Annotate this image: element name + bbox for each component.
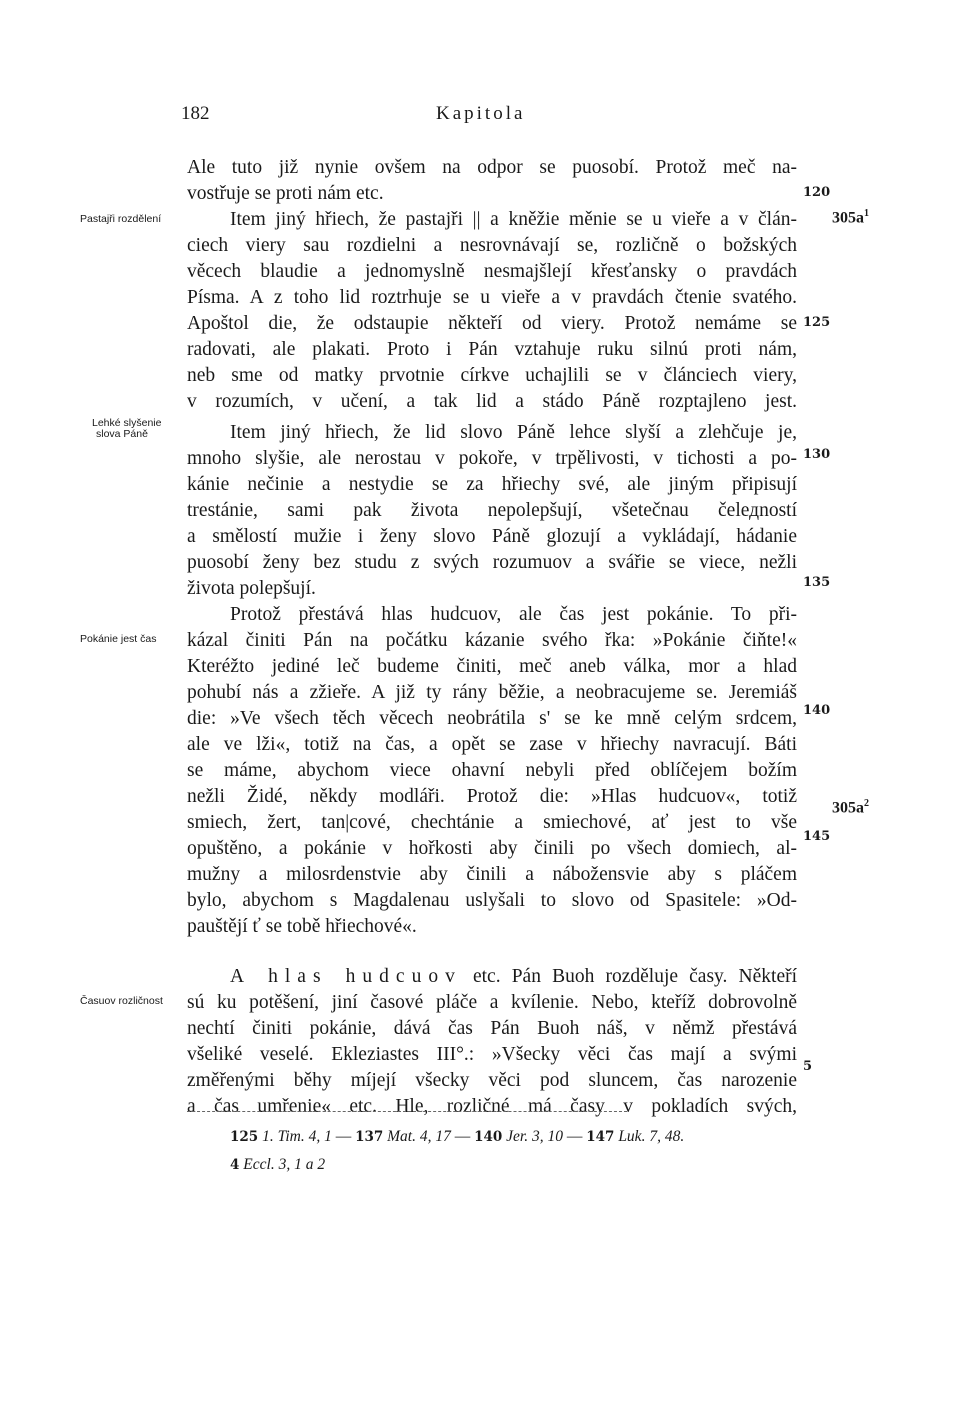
text-line: všeliké veselé. Ekleziastes III°.: »Všecky věci čas mají a svými bbox=[187, 1044, 797, 1065]
text-line: mužny a milosrdenstvie aby činili a nábožensvie aby s pláčem bbox=[187, 864, 797, 885]
folio-reference: $305a^2$ bbox=[832, 798, 869, 817]
text-line: a čas umřenie« etc. Hle, rozličné má časy v pokladích svých, bbox=[187, 1096, 797, 1117]
line-number: 125 bbox=[803, 315, 831, 330]
line-number: 120 bbox=[803, 185, 831, 200]
text-line: neb sme od matky prvotnie církve uchajlili se v článciech viery, bbox=[187, 365, 797, 386]
text-line: ciech viery sau rozdielni a nesrovnávají se, rozličně o božských bbox=[187, 235, 797, 256]
text-line: die: »Ve všech těch věcech neobrátila s' se ke mně celým srdcem, bbox=[187, 708, 797, 729]
text-line: vostřuje se proti nám etc. bbox=[187, 183, 384, 204]
marginal-note: slova Páně bbox=[96, 428, 148, 440]
text-line: Kteréžto jediné leč budeme činiti, meč aneb válka, mor a hlad bbox=[187, 656, 797, 677]
text-line: kázal činiti Pán na počátku kázanie svého řka: »Pokánie čiňte!« bbox=[187, 630, 797, 651]
spaced-phrase: A hlas hudcuov bbox=[230, 966, 462, 987]
text-line: nechtí činiti pokánie, dává čas Pán Buoh náš, v němž přestává bbox=[187, 1018, 797, 1039]
footnote-separator bbox=[187, 1111, 627, 1112]
running-head: Kapitola bbox=[436, 103, 526, 124]
text-line: a smělostí mužie i ženy slovo Páně glozují a vykládají, hádanie bbox=[187, 526, 797, 547]
line-number: 140 bbox=[803, 703, 831, 718]
line-number: 130 bbox=[803, 447, 831, 462]
text-line: ale ve lži«, totiž na čas, a opět se zase v hřiechy navracují. Báti bbox=[187, 734, 797, 755]
text-line: pauštějí ť se tobě hřiechové«. bbox=[187, 916, 417, 937]
text-line: opuštěno, a pokánie v hořkosti aby činili po všech domiech, al- bbox=[187, 838, 797, 859]
text-line: života polepšují. bbox=[187, 578, 316, 599]
text-line: se máme, abychom viece ohavní nebyli před oblíčejem božím bbox=[187, 760, 797, 781]
line-number: 135 bbox=[803, 575, 831, 590]
text-line: puosobí ženy bez studu z svých rozumuov a svářie se viece, nežli bbox=[187, 552, 797, 573]
text-line: Protož přestává hlas hudcuov, ale čas jest pokánie. To při- bbox=[230, 604, 797, 625]
section-line bbox=[230, 964, 797, 990]
line-number: 145 bbox=[803, 829, 831, 844]
text-line: Písma. A z toho lid roztrhuje se u vieře a v pravdách čtenie svatého. bbox=[187, 287, 797, 308]
text-line: etc. Pán Buoh rozděluje časy. Někteří bbox=[472, 966, 798, 987]
marginal-note: Pokánie jest čas bbox=[80, 633, 157, 645]
page-number: 182 bbox=[181, 103, 210, 124]
text-line: Item jiný hřiech, že lid slovo Páně lehce slyší a zlehčuje je, bbox=[230, 422, 797, 443]
text-line: nežli Židé, někdy modláři. Protož die: »Hlas hudcuov«, totiž bbox=[187, 786, 797, 807]
text-line: radovati, ale plakati. Proto i Pán vztahuje ruku silnú proti nám, bbox=[187, 339, 797, 360]
text-line: změřenými běhy míjejí všecky věci pod sluncem, čas narozenie bbox=[187, 1070, 797, 1091]
folio-reference: $305a^1$ bbox=[832, 208, 869, 227]
footnote-line: 4 Eccl. 3, 1 a 2 bbox=[230, 1156, 326, 1173]
text-line: mnoho slyšie, ale nerostau v pokoře, v trpělivosti, v tichosti a po- bbox=[187, 448, 797, 469]
text-line: sú ku potěšení, jiní časové pláče a kvílenie. Nebo, kteříž dobrovolně bbox=[187, 992, 797, 1013]
text-line: smiech, žert, tan|cové, chechtánie a smiechové, ať jest to vše bbox=[187, 812, 797, 833]
footnote-line: 125 1. Tim. 4, 1 — 137 Mat. 4, 17 — 140 Jer. 3, 10 — 147 Luk. 7, 48. bbox=[230, 1128, 685, 1145]
text-line: Ale tuto již nynie ovšem na odpor se puosobí. Protož meč na- bbox=[187, 157, 797, 178]
text-line: trestánie, sami pak života nepolepšují, všetečnau čelедností bbox=[187, 500, 797, 521]
marginal-note: Lehké slyšenie bbox=[92, 417, 162, 429]
text-line: v rozumích, v učení, a tak lid a stádo Páně rozptajleno jest. bbox=[187, 391, 797, 412]
text-line: bylo, abychom s Magdalenau uslyšali to slovo od Spasitele: »Od- bbox=[187, 890, 797, 911]
marginal-note: Pastajři rozdělení bbox=[80, 213, 162, 225]
marginal-note: Časuov rozličnost bbox=[80, 995, 163, 1007]
text-line: Item jiný hřiech, že pastajři || a kněžie měnie se u vieře a v člán- bbox=[230, 209, 797, 230]
text-line: věcech blaudie a jednomyslně nesmajšlejí křesťansky o pravdách bbox=[187, 261, 797, 282]
line-number: 5 bbox=[803, 1059, 813, 1074]
text-line: pohubí nás a zžieře. A již ty rány běžie, a neobracujeme se. Jeremiáš bbox=[187, 682, 797, 703]
text-line: Apoštol die, že odstaupie někteří od viery. Protož nemáme se bbox=[187, 313, 797, 334]
text-line: kánie nečinie a nestydie se za hřiechy své, ale jiným připisují bbox=[187, 474, 797, 495]
